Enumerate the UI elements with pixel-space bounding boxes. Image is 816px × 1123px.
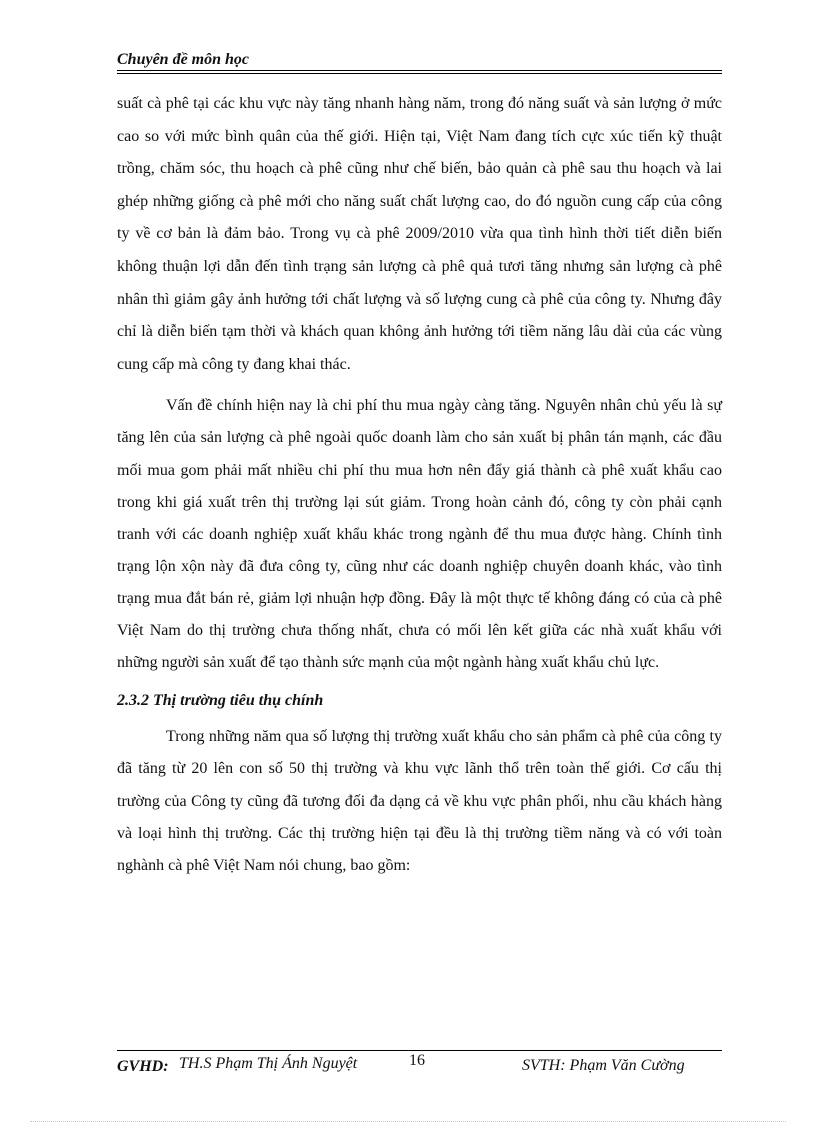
paragraph-purchase-cost: Vấn đề chính hiện nay là chi phí thu mua ngày càng tăng. Nguyên nhân chủ yếu là sự tăng lên của sản lượng cà phê ngoài quốc doanh làm cho sản xuất bị phân tán mạnh, các đầu mối mua gom phải mất nhiều chi phí thu mua hơn nên đẩy giá thành cà phê xuất khẩu cao trong khi giá xuất trên thị trường lại sút giảm. Trong hoàn cảnh đó, công ty còn phải cạnh tranh với các doanh nghiệp xuất khẩu khác trong ngành để thu mua được hàng. Chính tình trạng lộn xộn này đã đưa công ty, cũng như các doanh nghiệp chuyên doanh khác, vào tình trạng mua đắt bán rẻ, giảm lợi nhuận hợp đồng. Đây là một thực tế không đáng có của cà phê Việt Nam do thị trường chưa thống nhất, chưa có mối lên kết giữa các nhà xuất khẩu với những người sản xuất để tạo thành sức mạnh của một ngành hàng xuất khẩu chủ lực.: [117, 397, 722, 672]
page-header: [117, 50, 722, 70]
paragraph-markets: Trong những năm qua số lượng thị trường xuất khẩu cho sản phẩm cà phê của công ty đã tăng từ 20 lên con số 50 thị trường và khu vực lãnh thổ trên toàn thế giới. Cơ cấu thị trường của Công ty cũng đã tương đối đa dạng cả về khu vực phân phối, nhu cầu khách hàng và loại hình thị trường. Các thị trường hiện tại đều là thị trường tiềm năng và có với toàn nghành cà phê Việt Nam nói chung, bao gồm:: [117, 728, 722, 874]
header-divider: [117, 70, 722, 74]
advisor-name: TH.S Phạm Thị Ánh Nguyệt: [179, 1055, 358, 1072]
advisor-label: GVHD:: [117, 1058, 169, 1075]
paragraph-supply: suất cà phê tại các khu vực này tăng nhanh hàng năm, trong đó năng suất và sản lượng ở mức cao so với mức bình quân của thế giới. Hiện tại, Việt Nam đang tích cực xúc tiến kỹ thuật trồng, chăm sóc, thu hoạch cà phê cũng như chế biến, bảo quản cà phê sau thu hoạch và lai ghép những giống cà phê mới cho năng suất chất lượng cao, do đó nguồn cung cấp của công ty về cơ bản là đảm bảo. Trong vụ cà phê 2009/2010 vừa qua tình hình thời tiết diễn biến không thuận lợi dẫn đến tình trạng sản lượng cà phê quả tươi tăng nhưng sản lượng cà phê nhân thì giảm gây ảnh hưởng tới chất lượng và số lượng cung cà phê của công ty. Nhưng đây chỉ là diễn biến tạm thời và khách quan không ảnh hưởng tới tiềm năng lâu dài của các vùng cung cấp mà công ty đang khai thác.: [117, 95, 722, 373]
footer-divider: [117, 1050, 722, 1051]
section-heading: 2.3.2 Thị trường tiêu thụ chính: [117, 692, 324, 710]
page-body: [117, 88, 722, 882]
page-footer: [117, 1052, 722, 1079]
document-title: Chuyên đề môn học: [117, 51, 250, 68]
student-name: SVTH: Phạm Văn Cường: [522, 1057, 685, 1074]
page-number: 16: [409, 1052, 425, 1069]
page-bottom-dotted-line: [30, 1121, 786, 1122]
